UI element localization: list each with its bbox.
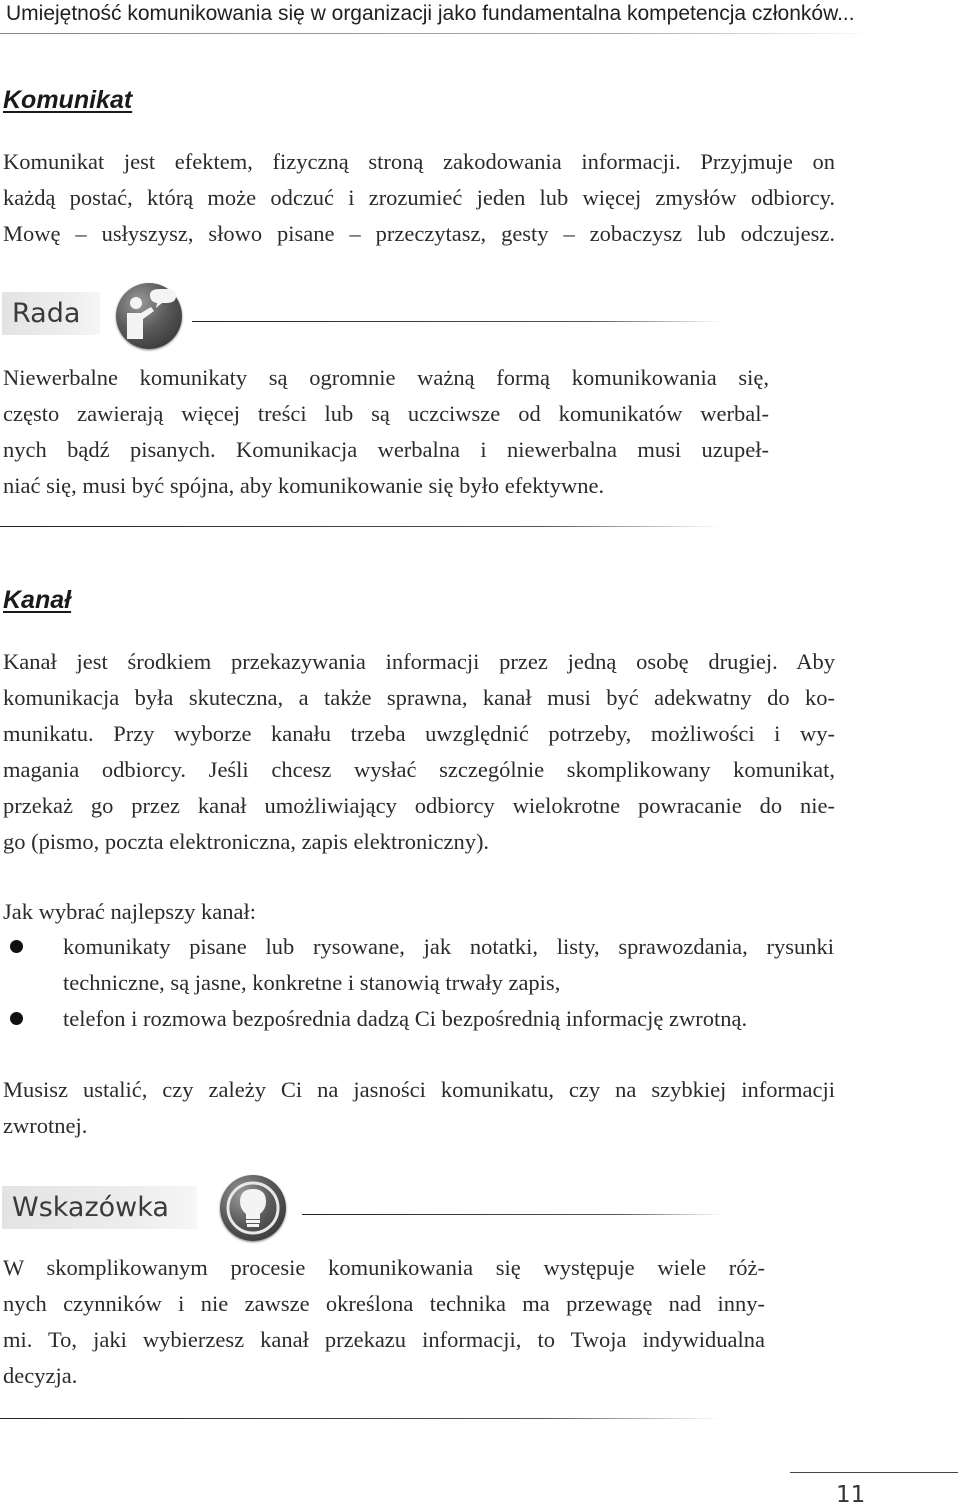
footer-rule bbox=[790, 1472, 958, 1473]
paragraph-line: munikatu. Przy wyborze kanału trzeba uwzględnić potrzeby, możliwości i wy- bbox=[3, 721, 835, 746]
rada-label: Rada bbox=[2, 292, 100, 335]
paragraph-line: mi. To, jaki wybierzesz kanał przekazu informacji, to Twoja indywidualna bbox=[3, 1327, 765, 1352]
paragraph-line: Musisz ustalić, czy zależy Ci na jasności komunikatu, czy na szybkiej informacji bbox=[3, 1077, 835, 1102]
header-divider bbox=[0, 33, 880, 34]
wskazowka-top-rule bbox=[302, 1214, 722, 1215]
paragraph-line: go (pismo, poczta elektroniczna, zapis elektroniczny). bbox=[3, 829, 490, 854]
wskazowka-bottom-rule bbox=[0, 1418, 722, 1419]
list-intro-text: Jak wybrać najlepszy kanał: bbox=[3, 899, 257, 924]
page-number: 11 bbox=[836, 1482, 866, 1508]
running-header: Umiejętność komunikowania się w organizacji jako fundamentalna kompetencja członków... bbox=[6, 2, 855, 25]
rada-paragraph bbox=[3, 360, 769, 504]
bullet-item bbox=[63, 1001, 843, 1037]
closing-paragraph bbox=[3, 1072, 835, 1144]
paragraph-line: każdą postać, którą może odczuć i zrozumieć jeden lub więcej zmysłów odbiorcy. bbox=[3, 185, 835, 210]
paragraph-line: Niewerbalne komunikaty są ogromnie ważną formą komunikowania się, bbox=[3, 365, 769, 390]
paragraph-line: niać się, musi być spójna, aby komunikowanie się było efektywne. bbox=[3, 473, 605, 498]
wskazowka-paragraph bbox=[3, 1250, 765, 1394]
section-heading-komunikat: Komunikat bbox=[3, 86, 133, 114]
paragraph-line: magania odbiorcy. Jeśli chcesz wysłać szczególnie skomplikowany komunikat, bbox=[3, 757, 835, 782]
paragraph-line: Komunikat jest efektem, fizyczną stroną zakodowania informacji. Przyjmuje on bbox=[3, 149, 835, 174]
kanal-paragraph bbox=[3, 644, 835, 860]
section-heading-kanal: Kanał bbox=[3, 586, 72, 614]
list-intro bbox=[3, 894, 838, 930]
bullet-dot bbox=[10, 1012, 23, 1025]
advisor-speech-icon-graphic bbox=[116, 283, 182, 349]
lightbulb-icon bbox=[220, 1175, 286, 1241]
paragraph-line: zwrotnej. bbox=[3, 1113, 88, 1138]
advisor-speech-icon bbox=[116, 283, 182, 349]
paragraph-line: Kanał jest środkiem przekazywania informacji przez jedną osobę drugiej. Aby bbox=[3, 649, 835, 674]
paragraph-line: często zawierają więcej treści lub są uczciwsze od komunikatów werbal- bbox=[3, 401, 769, 426]
paragraph-line: przekaż go przez kanał umożliwiający odbiorcy wielokrotne powracanie do nie- bbox=[3, 793, 835, 818]
bullet-line: komunikaty pisane lub rysowane, jak notatki, listy, sprawozdania, rysunki bbox=[63, 934, 834, 959]
paragraph-line: W skomplikowanym procesie komunikowania się występuje wiele róż- bbox=[3, 1255, 765, 1280]
lightbulb-icon-graphic bbox=[220, 1175, 286, 1241]
paragraph-line: nych bądź pisanych. Komunikacja werbalna i niewerbalna musi uzupeł- bbox=[3, 437, 769, 462]
paragraph-line: nych czynników i nie zawsze określona technika ma przewagę nad inny- bbox=[3, 1291, 765, 1316]
bullet-line: telefon i rozmowa bezpośrednia dadzą Ci bezpośrednią informację zwrotną. bbox=[63, 1006, 748, 1031]
paragraph-line: decyzja. bbox=[3, 1363, 78, 1388]
rada-top-rule bbox=[192, 321, 722, 322]
paragraph-line: komunikacja była skuteczna, a także sprawna, kanał musi być adekwatny do ko- bbox=[3, 685, 835, 710]
wskazowka-label: Wskazówka bbox=[2, 1186, 197, 1229]
bullet-dot bbox=[10, 940, 23, 953]
bullet-line: techniczne, są jasne, konkretne i stanowią trwały zapis, bbox=[63, 970, 561, 995]
bullet-item bbox=[63, 929, 834, 1001]
rada-bottom-rule bbox=[0, 526, 722, 527]
paragraph-line: Mowę – usłyszysz, słowo pisane – przeczytasz, gesty – zobaczysz lub odczujesz. bbox=[3, 221, 835, 246]
komunikat-paragraph bbox=[3, 144, 835, 252]
